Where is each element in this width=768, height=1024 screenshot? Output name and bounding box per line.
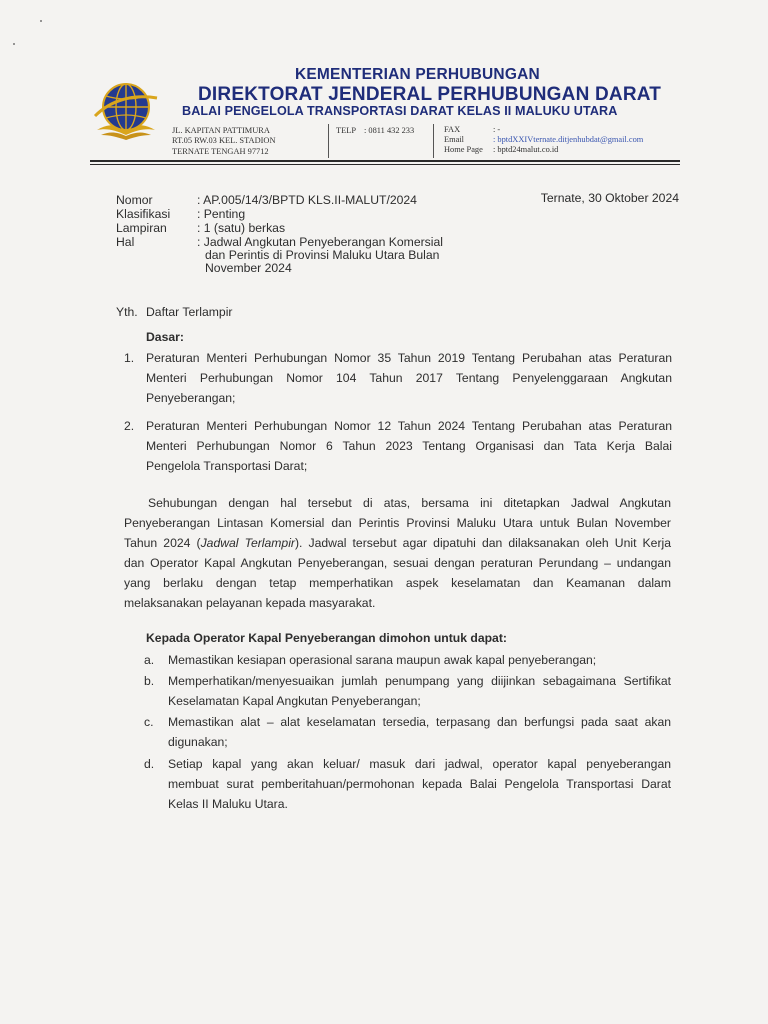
dasar-item-text: Menteri Perhubungan Nomor 104 Tahun 2017 Tentang Penyelenggaraan Angkutan — [146, 371, 672, 385]
operator-heading: Kepada Operator Kapal Penyeberangan dimohon untuk dapat: — [146, 631, 507, 645]
operator-item-letter: b. — [144, 674, 155, 688]
hal-value-continued: November 2024 — [205, 261, 292, 275]
operator-item-letter: c. — [144, 715, 154, 729]
dasar-heading: Dasar: — [146, 330, 184, 344]
homepage-link[interactable]: : bptd24malut.co.id — [493, 145, 559, 154]
dasar-item-text: Peraturan Menteri Perhubungan Nomor 12 Tahun 2024 Tentang Perubahan atas Peraturan — [146, 419, 672, 433]
paragraph-italic-text: Jadwal Terlampir — [200, 536, 295, 550]
body-paragraph-line — [124, 536, 671, 550]
dasar-item-text: Pengelola Transportasi Darat; — [146, 459, 308, 473]
klasifikasi-value: : Penting — [197, 207, 246, 221]
office-address — [172, 126, 276, 157]
body-paragraph-line: yang berlaku dengan tetap memperhatikan aspek keselamatan dan Keamanan dalam — [124, 576, 671, 590]
office-title: BALAI PENGELOLA TRANSPORTASI DARAT KELAS II MALUKU UTARA — [182, 104, 618, 118]
operator-item-text: Setiap kapal yang akan keluar/ masuk dari jadwal, operator kapal penyeberangan — [168, 757, 671, 771]
operator-item-letter: a. — [144, 653, 155, 667]
scan-speck — [40, 20, 42, 22]
body-paragraph-line: Sehubungan dengan hal tersebut di atas, bersama ini ditetapkan Jadwal Angkutan — [148, 496, 671, 510]
fax-value: : - — [493, 125, 501, 134]
homepage-label: Home Page — [444, 145, 483, 154]
email-label: Email — [444, 135, 465, 144]
operator-item-text: Memastikan kesiapan operasional sarana maupun awak kapal penyeberangan; — [168, 653, 597, 667]
ministry-title: KEMENTERIAN PERHUBUNGAN — [295, 66, 540, 83]
klasifikasi-label: Klasifikasi — [116, 207, 171, 221]
paragraph-text: ). Jadwal tersebut agar dipatuhi dan dilaksanakan oleh Unit Kerja — [294, 536, 672, 550]
globe-wings-emblem-icon — [93, 78, 159, 144]
address-line: TERNATE TENGAH 97712 — [172, 146, 269, 156]
operator-item-text: Memperhatikan/menyesuaikan jumlah penumpang yang diijinkan sebagaimana Sertifikat — [168, 674, 671, 688]
dasar-item-text: Menteri Perhubungan Nomor 6 Tahun 2023 Tentang Organisasi dan Tata Kerja Balai — [146, 439, 672, 453]
operator-item-text: Memastikan alat – alat keselamatan tersedia, terpasang dan berfungsi pada saat akan — [168, 715, 671, 729]
hal-value-continued: dan Perintis di Provinsi Maluku Utara Bulan — [205, 248, 440, 262]
letterhead-rule — [90, 164, 680, 165]
lampiran-value: : 1 (satu) berkas — [197, 221, 286, 235]
telp-label: TELP — [336, 126, 357, 135]
letterhead-rule — [90, 160, 680, 162]
letterhead-divider — [433, 124, 434, 158]
body-paragraph-line: melaksanakan pelayanan kepada masyarakat. — [124, 596, 376, 610]
operator-item-text: membuat surat pemberitahuan/permohonan kepada Balai Pengelola Transportasi Darat — [168, 777, 671, 791]
lampiran-label: Lampiran — [116, 221, 167, 235]
letter-date: Ternate, 30 Oktober 2024 — [540, 191, 679, 205]
hal-label: Hal — [116, 235, 135, 249]
dasar-item-text: Peraturan Menteri Perhubungan Nomor 35 Tahun 2019 Tentang Perubahan atas Peraturan — [146, 351, 672, 365]
address-line: JL. KAPITAN PATTIMURA — [172, 126, 270, 135]
telp-value: : 0811 432 233 — [364, 126, 415, 135]
operator-item-letter: d. — [144, 757, 155, 771]
paragraph-text: Tahun 2024 ( — [124, 536, 201, 550]
scan-speck — [13, 43, 15, 45]
directorate-title: DIREKTORAT JENDERAL PERHUBUNGAN DARAT — [198, 84, 662, 105]
operator-item-text: Keselamatan Kapal Angkutan Penyeberangan; — [168, 694, 421, 708]
email-link[interactable]: : bptdXXIVternate.ditjenhubdat@gmail.com — [493, 135, 644, 144]
letterhead-divider — [328, 124, 329, 158]
body-paragraph-line: dan Operator Kapal Angkutan Penyeberangan, sesuai dengan peraturan Perundang – undangan — [124, 556, 671, 570]
address-line: RT.05 RW.03 KEL. STADION — [172, 136, 276, 146]
nomor-label: Nomor — [116, 193, 153, 207]
addressee-label: Yth. — [116, 305, 138, 319]
operator-item-text: digunakan; — [168, 735, 228, 749]
dasar-item-number: 1. — [124, 351, 135, 365]
operator-item-text: Kelas II Maluku Utara. — [168, 797, 288, 811]
addressee-value: Daftar Terlampir — [146, 305, 233, 319]
body-paragraph-line: Penyeberangan Lintasan Komersial dan Perintis Provinsi Maluku Utara untuk Bulan November — [124, 516, 671, 530]
hal-value: : Jadwal Angkutan Penyeberangan Komersial — [197, 235, 443, 249]
dasar-item-text: Penyeberangan; — [146, 391, 236, 405]
nomor-value: : AP.005/14/3/BPTD KLS.II-MALUT/2024 — [197, 193, 417, 207]
dasar-item-number: 2. — [124, 419, 135, 433]
fax-label: FAX — [444, 125, 461, 134]
